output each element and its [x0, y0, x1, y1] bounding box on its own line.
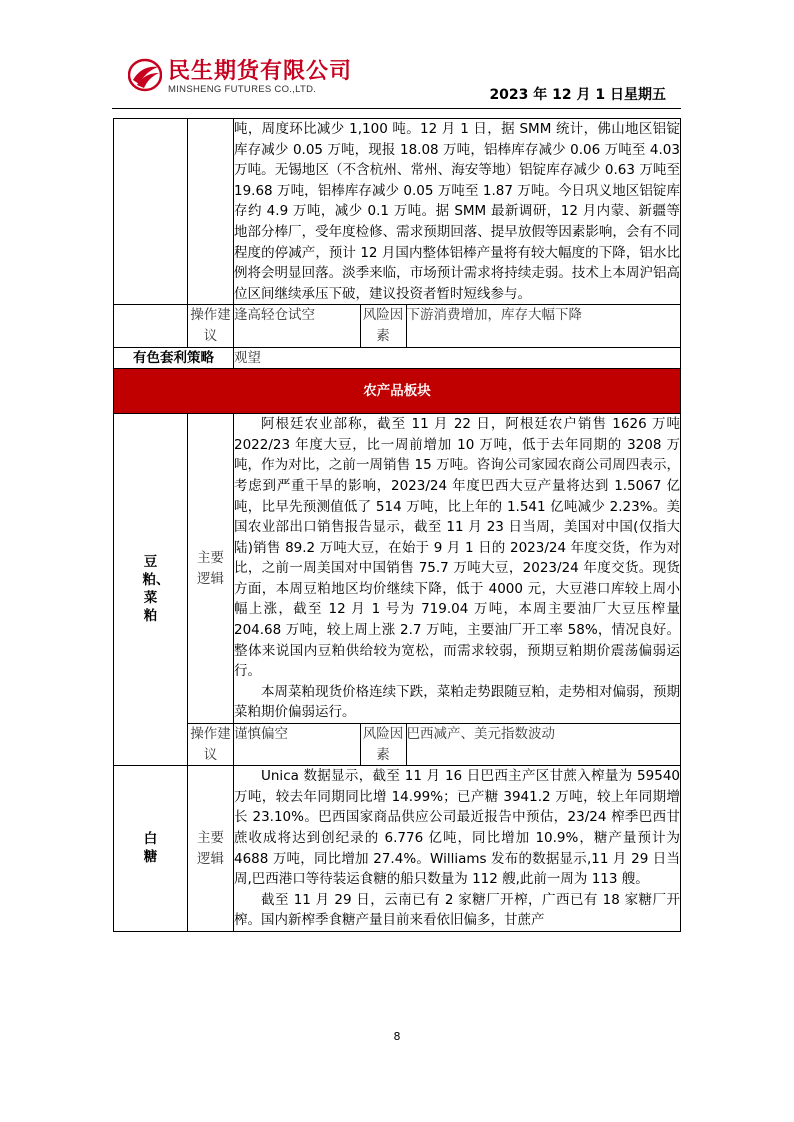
soybean-logic-text — [234, 414, 681, 724]
report-date: 2023 年 12 月 1 日星期五 — [489, 87, 666, 103]
sugar-para-2: 截至 11 月 29 日，云南已有 2 家糖厂开榨，广西已有 18 家糖厂开榨。国内新榨季食糖产量目前来看依旧偏多，甘蔗产 — [234, 891, 680, 929]
aluminum-logic-text: 吨，周度环比减少 1,100 吨。12 月 1 日，据 SMM 统计，佛山地区铝锭库存减少 0.05 万吨，现报 18.08 万吨，铝棒库存减少 0.06 万吨至 4.03 万吨。无锡地区（不含杭州、常州、海安等地）铝锭库存减少 0.63 万吨至 19.68 万吨，铝棒库存减少 0.05 万吨至 1.87 万吨。今日巩义地区铝锭库存约 4.9 万吨，减少 0.1 万吨。据 SMM 最新调研，12 月内蒙、新疆等地部分棒厂，受年度检修、需求预期回落、提早放假等因素影响，会有不同程度的停减产，预计 12 月国内整体铝棒产量将有较大幅度的下降，铝水比例将会明显回落。淡季来临，市场预计需求将持续走弱。技术上本周沪铝高位区间继续承压下破，建议投资者暂时短线参与。 — [234, 119, 681, 305]
soybean-op-risk-table — [234, 724, 680, 765]
aluminum-risk-value: 下游消费增加，库存大幅下降 — [406, 305, 680, 346]
report-table — [113, 118, 681, 932]
sugar-logic-label: 主要逻辑 — [197, 830, 224, 867]
arbitrage-row — [114, 347, 681, 369]
aluminum-op-label: 操作建议 — [188, 305, 234, 347]
soybean-logic-label: 主要逻辑 — [197, 549, 224, 587]
company-logo — [128, 52, 378, 102]
sugar-name-cell — [114, 766, 188, 932]
page-header — [0, 0, 794, 118]
sugar-name: 白糖 — [143, 830, 158, 865]
aluminum-name-cell-cont — [114, 305, 188, 347]
soybean-name-cell — [114, 414, 188, 766]
aluminum-risk-label: 风险因素 — [360, 305, 406, 346]
sugar-logic-row — [114, 766, 681, 932]
soybean-operation-row — [114, 724, 681, 766]
soybean-para-2: 本周菜粕现货价格连续下跌，菜粕走势跟随豆粕，走势相对偏弱，预期菜粕期价偏弱运行。 — [234, 683, 680, 721]
sector-title: 农产品板块 — [114, 369, 681, 414]
soybean-risk-value: 巴西减产、美元指数波动 — [406, 724, 680, 765]
soybean-logic-row — [114, 414, 681, 724]
soybean-op-risk-cell — [234, 724, 681, 766]
soybean-para-1: 阿根廷农业部称，截至 11 月 22 日，阿根廷农户销售 1626 万吨 2022/23 年度大豆，比一周前增加 10 万吨，低于去年同期的 3208 万吨，作为对比，之前一周销售 15 万吨。咨询公司家园农商公司周四表示，考虑到严重干旱的影响，2023/24 年度巴西大豆产量将达到 1.5067 亿吨，比早先预测值低了 514 万吨，比上年的 1.541 亿吨减少 2.23%。美国农业部出口销售报告显示，截至 11 月 23 日当周，美国对中国(仅指大陆)销售 89.2 万吨大豆，在始于 9 月 1 日的 2023/24 年度交货，作为对比，之前一周美国对中国销售 75.7 万吨大豆，2023/24 年度交货。现货方面，本周豆粕地区均价继续下降，低于 4000 元，大豆港口库较上周小幅上涨，截至 12 月 1 号为 719.04 万吨，本周主要油厂大豆压榨量 204.68 万吨，较上周上涨 2.7 万吨，主要油厂开工率 58%，情况良好。整体来说国内豆粕供给较为宽松，而需求较弱，预期豆粕期价震荡偏弱运行。 — [234, 416, 680, 680]
aluminum-name-cell — [114, 119, 188, 305]
sugar-logic-label-cell — [188, 766, 234, 932]
aluminum-op-risk-cell — [234, 305, 681, 347]
company-name-cn: 民生期货有限公司 — [168, 59, 353, 84]
soybean-op-value: 谨慎偏空 — [234, 726, 288, 743]
header-divider — [112, 108, 681, 109]
arbitrage-label: 有色套利策略 — [114, 347, 234, 369]
aluminum-op-value: 逢高轻仓试空 — [234, 307, 315, 324]
soybean-logic-label-cell — [188, 414, 234, 724]
sugar-para-1: Unica 数据显示，截至 11 月 16 日巴西主产区甘蔗入榨量为 59540 万吨，较去年同期同比增 14.99%；已产糖 3941.2 万吨，较上年同期增长 23.10%。巴西国家商品供应公司最近报告中预估，23/24 榨季巴西甘蔗收成将达到创纪录的 6.776 亿吨，同比增加 10.9%，糖产量预计为 4688 万吨，同比增加 27.4%。Williams 发布的数据显示,11 月 29 日当周,巴西港口等待装运食糖的船只数量为 112 艘,此前一周为 113 艘。 — [234, 768, 680, 888]
company-name-en: MINSHENG FUTURES CO.,LTD. — [168, 84, 317, 95]
soybean-name: 豆粕、菜粕 — [142, 553, 170, 624]
arbitrage-value: 观望 — [234, 347, 681, 369]
sugar-logic-text — [234, 766, 681, 932]
soybean-risk-label: 风险因素 — [360, 724, 406, 765]
page-number: 8 — [393, 1030, 401, 1043]
logo-swoosh-icon — [128, 58, 162, 92]
aluminum-op-risk-table — [234, 305, 680, 346]
aluminum-operation-row — [114, 305, 681, 347]
aluminum-logic-row — [114, 119, 681, 305]
aluminum-logic-label-cell — [188, 119, 234, 305]
sector-row — [114, 369, 681, 414]
soybean-op-label: 操作建议 — [188, 724, 234, 766]
